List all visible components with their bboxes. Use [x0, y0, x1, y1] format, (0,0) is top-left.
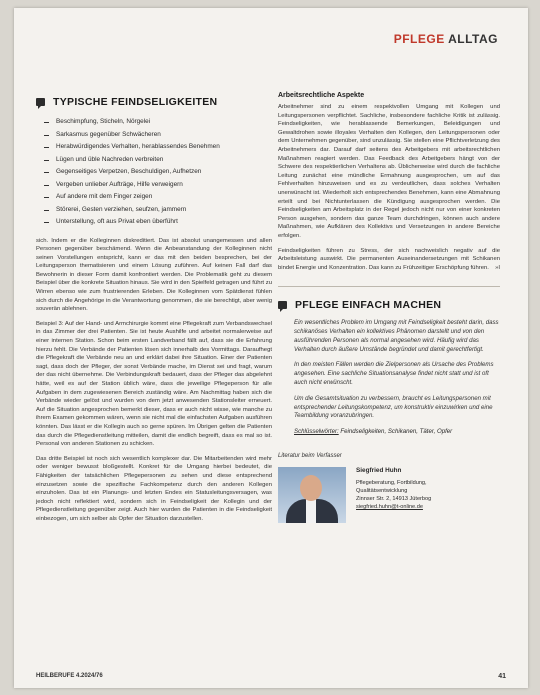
author-block: [278, 467, 500, 523]
list-item: Beschimpfung, Sticheln, Nörgelei: [36, 116, 272, 129]
footer-journal: HEILBERUFE 4.2024/76: [36, 673, 103, 679]
body-text: Feindseligkeiten führen zu Stress, der sich nachweislich negativ auf die Arbeitsleistung auswirkt. Die permanenten Auseinandersetzungen mit Schikanen bindet Energie und Konzentration. Das kann zu Frühzeitiger Erschöpfung führen.: [278, 247, 500, 271]
author-info: [356, 467, 431, 511]
page-header: [394, 32, 498, 46]
end-mark: »I: [495, 264, 500, 271]
author-name: Siegfried Huhn: [356, 467, 402, 475]
author-photo: [278, 467, 346, 523]
keywords-text: Feindseligkeiten, Schikanen, Täter, Opfer: [338, 428, 453, 436]
page-footer: [36, 673, 506, 680]
list-item: Vergeben unlieber Aufträge, Hilfe verweigern: [36, 179, 272, 192]
right-column: [278, 92, 500, 523]
speech-bubble-icon: [36, 98, 45, 106]
section-title: TYPISCHE FEINDSELIGKEITEN: [53, 96, 218, 108]
list-item: Störerei, Gesten verziehen, seufzen, jammern: [36, 204, 272, 217]
page-number: 41: [498, 673, 506, 680]
body-paragraph: Arbeitnehmer sind zu einem respektvollen Umgang mit Kollegen und Leitungspersonen verpflichtet. Sachliche, insbesondere fachliche Kritik ist zulässig. Feindseligkeiten, wie herablassende Bemerkungen, Beleidigungen und Gewaltdrohen sowie illoyales Verhalten den Kollegen, den Leitungspersonen oder dem Unternehmen gegenüber, sind unzulässig. Sie stellen eine Pflichtverletzung des Arbeitnehmers dar. Darauf darf seitens des Arbeitgebers mit arbeitsrechtlichen Maßnahmen reagiert werden. Das Feedback des Arbeitgebers hängt von der Schwere des respektierlichen Verhaltens ab. Üblicherweise wird durch die fachliche Leitung zunächst eine mündliche Ermahnung ausgesprochen, um auf das Fehlverhalten hinzuweisen und es zu verdeutlichen, dass solches Verhalten unerwünscht ist. Wiederholt sich entsprechendes Benehmen, kann eine Abmahnung erteilt und bei Nichtunterlassen die Kündigung ausgesprochen werden. Die Feindseligkeiten am Arbeitsplatz in der Regel jedoch nicht nur von einer konkreten Person ausgehen, sondern das ganze Team durchdringen, können auch andere Maßnahmen, wie Aufklären des Kollektivs und Versetzungen in andere Bereiche erfolgen.: [278, 104, 500, 239]
author-line: Qualitätsentwicklung: [356, 488, 408, 495]
box-paragraph: Um die Gesamtsituation zu verbessern, braucht es Leitungspersonen mit entsprechender Leitungskompetenz, um konstruktiv einzuwirken und eine Teambildung voranzubringen.: [294, 394, 493, 420]
body-paragraph: Beispiel 3: Auf der Hand- und Armchirurgie kommt eine Pflegekraft zum Verbandswechsel in das Zimmer der drei Patienten. Sie ist heute Aushilfe und arbeitet normalerweise auf einer internen Station. Schon beim ersten Landverband fällt auf, dass sie die Erfahrung hierzu fehlt. Die Verbände der Patienten lösen sich innerhalb des Vormittags. Daraufhegt die Pflegekraft die Verbände neu an und erklärt dabei ihre Situation. Einer der Patienten sagt, dass doch der Pfleger, der sonst Verbände mache, im Dienst sei und fragt, warum der das nicht übernehme. Die Verbindungskraft bedauert, dass der Pfleger das abgelehnt hätte, weil es auf der Station üblich wäre, dass die jeweilige Pflegeperson für alle Aufgaben in dem zugewiesenen Bereich zuständig wäre. Am Nachmittag haben sich die Verbände wieder gelöst und wurden von dem jetzt anwesenden Stationsleiter erneuert. Auf die Situation angesprochen bemerkt dieser, dass er auch nicht wisse, wie manche zu ihrem Examen gekommen wären, wenn sie nicht mal die einfachsten Aufgaben ausführen könnten. Das lässt er die Kollegin auch so gerne spüren. Im Übrigen gelten die Patienten das durch die Pflegedienstleitung mitteilen, damit die endlich begreift, dass es mal so ist. Personal von anderen Stationen zu schicken.: [36, 320, 272, 448]
literature-note: Literatur beim Verfasser: [278, 453, 342, 460]
list-item: Lügen und üble Nachreden verbreiten: [36, 154, 272, 167]
section-heading: [36, 96, 272, 108]
list-item: Sarkasmus gegenüber Schwächeren: [36, 129, 272, 142]
list-item: Unterstellung, oft aus Privat eben überführt: [36, 216, 272, 229]
header-alltag: ALLTAG: [448, 32, 498, 46]
header-pflege: PFLEGE: [393, 32, 445, 46]
keywords: [294, 428, 500, 437]
box-paragraph: In den meisten Fällen werden die Zielpersonen als Ursache des Problems angesehen. Eine sachliche Situationsanalyse findet nicht statt und ist oft auch nicht erwünscht.: [294, 361, 494, 387]
body-paragraph: sich. Indem er die Kolleginnen diskreditiert. Das ist absolut unangemessen und allen Personen gegenüber beschämend. Wenn die Anbeanstandung der Kolleginnen nicht seinen Vorstellungen entspricht, kann er das mit den beiden besprechen, bei der Leitungsperson thematisieren und einem Lösung zuführen. Auf keinen Fall darf das Bewohnerin in dieser Form damit konfrontiert werden. Die Problematik geht zu diesem Beispiel über die konkrete Situation hinaus. Sie wird in den Spielfeld getragen und führt zu Wirren ebenso wie zum frustrierenden Erleben. Die Kolleginnen vom Spätdienst fühlen sich durch die Angehörige in die Verantwortung genommen, die sie berechtigt, aber wenig souverän ablehnen.: [36, 237, 272, 313]
body-paragraph: [278, 247, 500, 273]
subheading: Arbeitsrechtliche Aspekte: [278, 92, 365, 99]
magazine-page: [14, 8, 528, 688]
list-item: Gegenseitiges Verpetzen, Beschuldigen, Aufhetzen: [36, 166, 272, 179]
author-line: Zinnser Str. 2, 14913 Jüterbog: [356, 496, 432, 503]
left-column: [36, 96, 272, 530]
body-paragraph: Das dritte Beispiel ist noch sich wesentlich komplexer dar. Die Mitarbeitenden wird mehr oder weniger bewusst bloßgestellt. Konkret für die Umgang hierbei bedeutet, die Fähigkeiten der tatsächlichen Pflegepersonen zu sehen und diese entsprechend einzusetzen sowie die spezifische Fachkompetenz durch den anderen Kollegen einzuholen. Das ist ein Planungs- und letzten Endes ein Statusleitungsversagen, was jedoch nicht reflektiert wird, sondern sich in Feindseligkeit der Kollegin und der Pflegedienstleitung gegenüber zeigt. Auch hier wurden die Patienten in die Feindseligkeit einbezogen, um sich selber als Opfer der Situation darzustellen.: [36, 455, 272, 522]
keywords-label: Schlüsselwörter:: [294, 428, 339, 436]
box-heading: [278, 299, 500, 311]
speech-bubble-icon: [278, 301, 287, 309]
list-item: Herabwürdigendes Verhalten, herablassendes Benehmen: [36, 141, 272, 154]
info-box: [278, 286, 500, 437]
box-title: PFLEGE EINFACH MACHEN: [295, 299, 442, 312]
list-item: Auf andere mit dem Finger zeigen: [36, 191, 272, 204]
author-email[interactable]: siegfried.huhn@t-online.de: [356, 504, 423, 511]
feindseligkeiten-list: [36, 116, 272, 229]
box-paragraph: Ein wesentliches Problem im Umgang mit Feindseligkeit besteht darin, dass schikanöses Verhalten ein kollektives Phänomen darstellt und von den ausführenden Personen als normal angesehen wird. Häufig wird das Verhalten durch äußere Umstände begründet und damit gerechtfertigt.: [294, 319, 499, 353]
author-line: Pflegeberatung, Fortbildung,: [356, 480, 427, 487]
